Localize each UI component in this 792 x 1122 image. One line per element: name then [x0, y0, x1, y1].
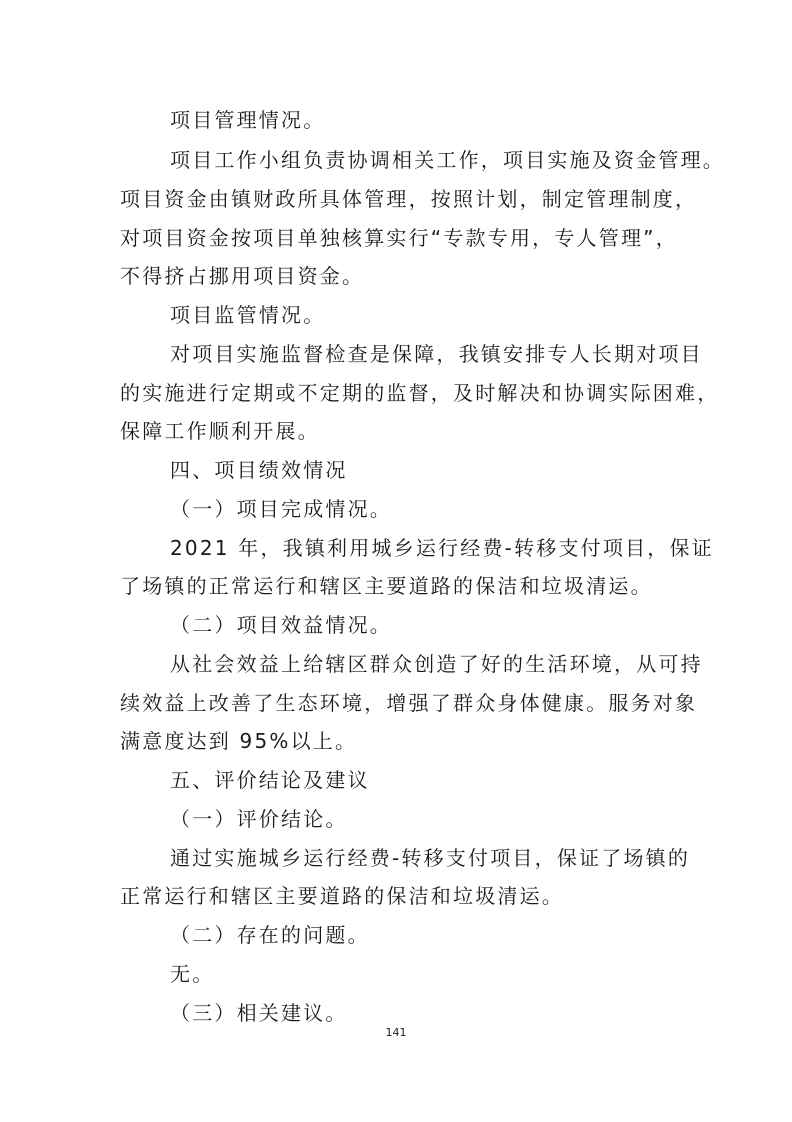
- paragraph-line: 保障工作顺利开展。: [120, 419, 320, 443]
- paragraph-line: 从社会效益上给辖区群众创造了好的生活环境，从可持: [170, 652, 703, 676]
- paragraph-line: 项目工作小组负责协调相关工作，项目实施及资金管理。: [170, 148, 725, 172]
- section-heading: 四、项目绩效情况: [170, 458, 348, 482]
- subsection-heading: （三）相关建议。: [170, 1001, 348, 1025]
- subsection-heading: （二）存在的问题。: [170, 923, 370, 947]
- paragraph-line: 的实施进行定期或不定期的监督，及时解决和协调实际困难，: [120, 381, 720, 405]
- section-heading: 五、评价结论及建议: [170, 768, 370, 792]
- paragraph-line: 了场镇的正常运行和辖区主要道路的保洁和垃圾清运。: [120, 574, 653, 598]
- paragraph-line: 无。: [170, 962, 215, 986]
- subsection-heading: （一）评价结论。: [170, 807, 348, 831]
- paragraph-line: 2021 年，我镇利用城乡运行经费-转移支付项目，保证: [170, 536, 714, 560]
- subsection-heading: （二）项目效益情况。: [170, 613, 392, 637]
- paragraph-line: 项目管理情况。: [170, 108, 326, 132]
- paragraph-line: 不得挤占挪用项目资金。: [120, 264, 365, 288]
- paragraph-line: 对项目资金按项目单独核算实行“专款专用，专人管理”，: [120, 226, 678, 250]
- page-number: 141: [385, 1026, 407, 1039]
- paragraph-line: 续效益上改善了生态环境，增强了群众身体健康。服务对象: [120, 691, 698, 715]
- paragraph-line: 项目资金由镇财政所具体管理，按照计划，制定管理制度，: [120, 187, 698, 211]
- subsection-heading: （一）项目完成情况。: [170, 497, 392, 521]
- paragraph-line: 通过实施城乡运行经费-转移支付项目，保证了场镇的: [170, 846, 691, 870]
- paragraph-line: 正常运行和辖区主要道路的保洁和垃圾清运。: [120, 884, 564, 908]
- section-heading: 项目监管情况。: [170, 303, 326, 327]
- paragraph-line: 满意度达到 95%以上。: [120, 729, 358, 753]
- paragraph-line: 对项目实施监督检查是保障，我镇安排专人长期对项目: [170, 342, 703, 366]
